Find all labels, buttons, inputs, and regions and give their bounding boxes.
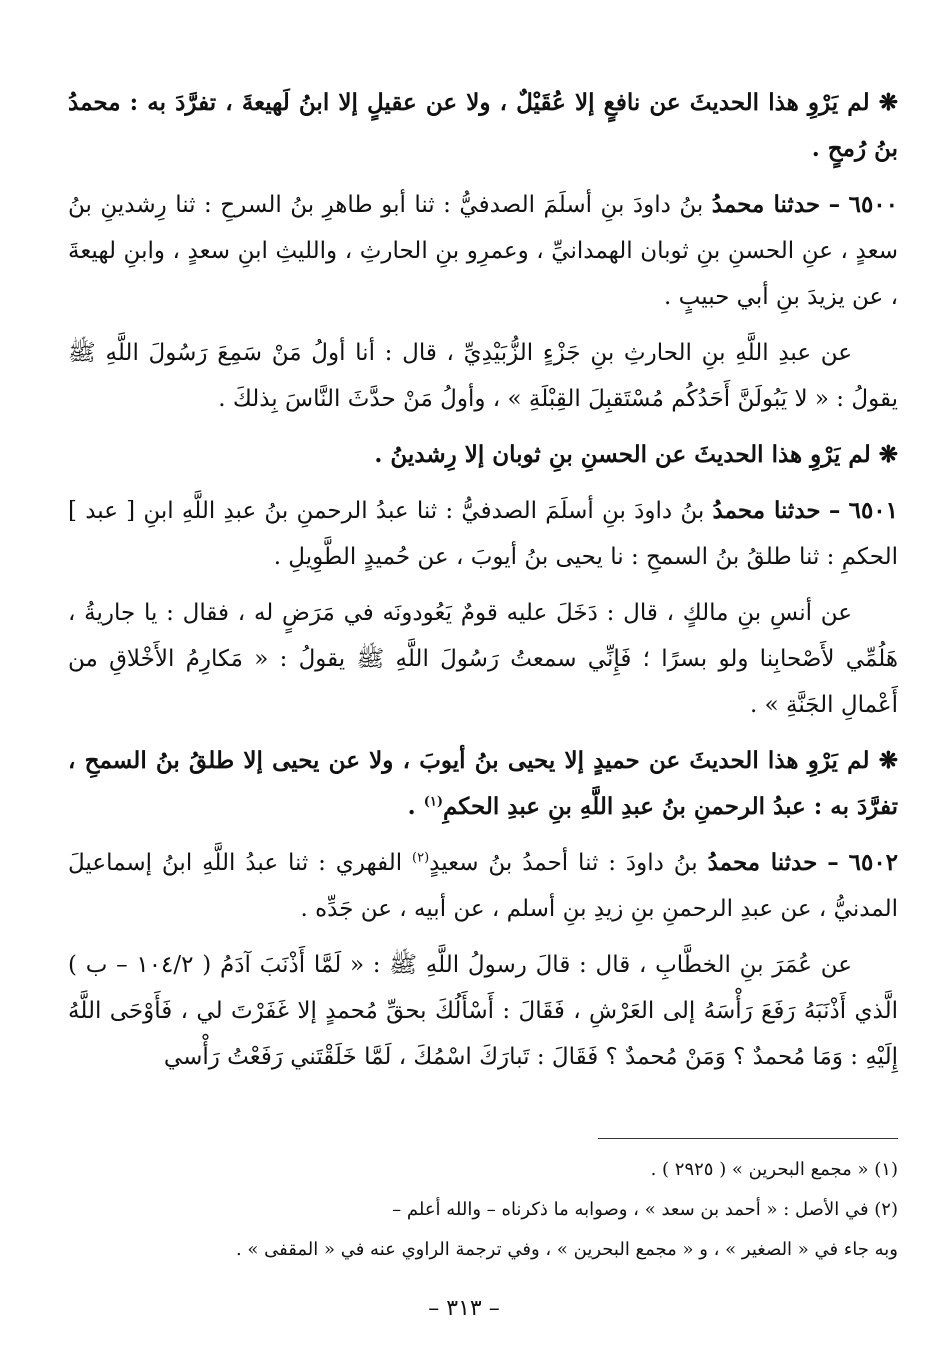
note-end: . <box>407 793 424 820</box>
matn-text: عن عُمَرَ بنِ الخطَّابِ ، قال : قالَ رسولُ اللَّهِ ﷺ : « لَمَّا أَذْنَبَ آدَمُ ( ١٠٤/٢ – ب ) الَّذي أَذْنَبَهُ رَفَعَ رَأْسَهُ إلى العَرْشِ ، فَقَالَ : أَسْأَلُكَ بحقِّ مُحمدٍ إلا غَفَرْتَ لي ، فَأَوْحَى اللَّهُ إِلَيْهِ : وَمَا مُحمدٌ ؟ وَمَنْ مُحمدٌ ؟ فَقَالَ : تَبارَكَ اسْمُكَ ، لَمَّا خَلَقْتَني رَفَعْتُ رَأْسي <box>68 952 898 1070</box>
matn-text: عن عبدِ اللَّهِ بنِ الحارثِ بنِ جَزْءٍ الزُّبَيْدِيِّ ، قال : أنا أولُ مَنْ سَمِعَ رَسُولَ اللَّهِ ﷺ يقولُ : « لا يَبُولَنَّ أَحَدُكُم مُسْتَقبِلَ القِبْلَةِ » ، وأولُ مَنْ حدَّثَ النَّاسَ بِذلكَ . <box>68 340 898 412</box>
note-text: لم يَرْوِ هذا الحديثَ عن نافعٍ إلا عُقَيْلٌ ، ولا عن عقيلٍ إلا ابنُ لَهيعةَ ، تفرَّدَ به : محمدُ بنُ رُمحٍ . <box>68 89 898 162</box>
hadith-isnad <box>68 182 898 320</box>
star-icon: ❋ <box>878 441 898 468</box>
isnad-text-rest: الفهري : ثنا عبدُ اللَّهِ ابنُ إسماعيلَ المدنيُّ ، عن عبدِ الرحمنِ بنِ زيدِ بنِ أسلم ، عن أبيه ، عن جَدِّه . <box>68 850 898 922</box>
hadith-number: ٦٥٠١ <box>848 497 899 524</box>
note-text: لم يَرْوِ هذا الحديثَ عن حميدٍ إلا يحيى بنُ أيوبَ ، ولا عن يحيى إلا طلقُ بنُ السمحِ ، تفرَّدَ به : عبدُ الرحمنِ بنُ عبدِ اللَّهِ بنِ عبدِ الحكمِ <box>68 747 898 820</box>
hadith-number: ٦٥٠٢ <box>848 849 899 876</box>
isnad-text: بنُ داودَ بنِ أسلَمَ الصدفيُّ : ثنا أبو طاهرِ بنُ السرحِ : ثنا رِشدينِ بنُ سعدٍ ، عنِ الحسنِ بنِ ثوبان الهمدانيِّ ، وعمرِو بنِ الحارثِ ، والليثِ ابنِ سعدٍ ، وابنِ لهيعةَ ، عن يزيدَ بنِ أبي حبيبٍ . <box>68 192 898 310</box>
hadith-lead: حدثنا محمدُ <box>707 849 818 876</box>
isnad-note <box>68 738 898 830</box>
hadith-matn <box>68 330 898 422</box>
footnote-divider <box>598 1138 898 1139</box>
hadith-lead: حدثنا محمدُ <box>712 497 821 524</box>
star-icon: ❋ <box>878 747 898 774</box>
isnad-note <box>68 80 898 172</box>
isnad-text: بنُ داودَ بنِ أسلَمَ الصدفيُّ : ثنا عبدُ الرحمنِ بنُ عبدِ اللَّهِ ابنِ [ عبد ] الحكمِ : ثنا طلقُ بنُ السمحِ : نا يحيى بنُ أيوبَ ، عن حُميدٍ الطَّوِيلِ . <box>68 498 898 570</box>
hadith-isnad <box>68 840 898 932</box>
dash: – <box>828 191 841 218</box>
footnote: (٢) في الأصل : « أحمد بن سعد » ، وصوابه ما ذكرناه – والله أعلم – <box>392 1199 898 1220</box>
star-icon: ❋ <box>878 89 898 116</box>
hadith-matn <box>68 942 898 1080</box>
footnote-ref: (٢) <box>412 850 430 866</box>
footnote: (١) « مجمع البحرين » ( ٢٩٢٥ ) . <box>650 1159 898 1180</box>
isnad-note <box>68 432 898 478</box>
page-body <box>68 80 898 1090</box>
hadith-number: ٦٥٠٠ <box>848 191 899 218</box>
footnote-ref: (١) <box>423 794 443 810</box>
page-number: – ٣١٣ – <box>428 1296 500 1321</box>
hadith-lead: حدثنا محمدُ <box>711 191 821 218</box>
dash: – <box>827 849 839 876</box>
hadith-isnad <box>68 488 898 580</box>
hadith-matn <box>68 590 898 728</box>
isnad-text: بنُ داودَ : ثنا أحمدُ بنُ سعيدٍ <box>429 850 698 876</box>
note-text: لم يَرْوِ هذا الحديثَ عن الحسنِ بنِ ثوبان إلا رِشدينُ . <box>374 441 871 468</box>
matn-text: عن أنسِ بنِ مالكٍ ، قال : دَخَلَ عليه قومٌ يَعُودونَه في مَرَضٍ له ، فقال : يا جاريةُ ، هَلُمِّي لأَصْحابِنا ولو بسرًا ؛ فَإِنِّي سمعتُ رَسُولَ اللَّهِ ﷺ يقولُ : « مَكارِمُ الأَخْلاقِ من أَعْمالِ الجَنَّةِ » . <box>68 600 898 718</box>
footnote-continuation: وبه جاء في « الصغير » ، و « مجمع البحرين » ، وفي ترجمة الراوي عنه في « المقفى » . <box>235 1239 898 1260</box>
dash: – <box>828 497 841 524</box>
footnotes <box>68 1150 898 1270</box>
